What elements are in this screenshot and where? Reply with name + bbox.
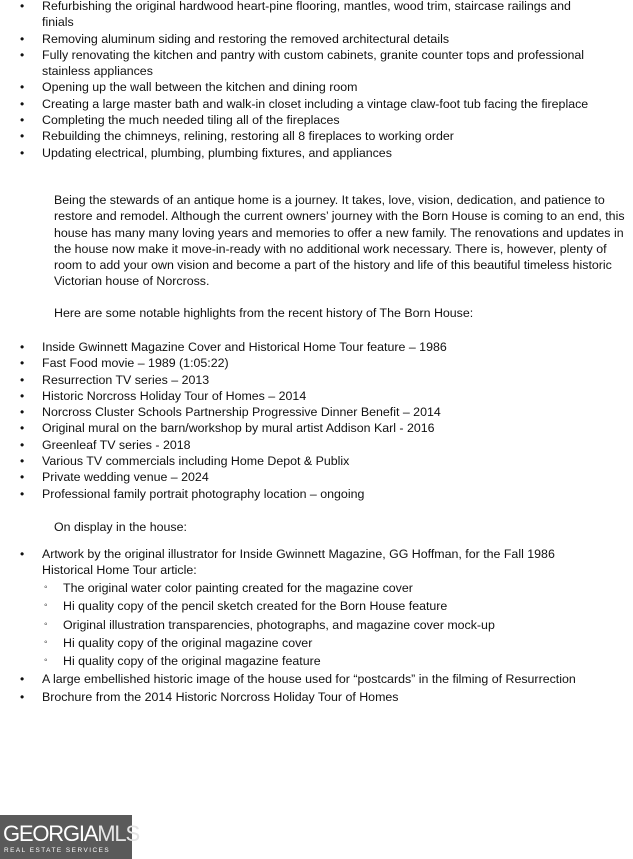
highlights-list — [0, 339, 590, 502]
list-item: • Professional family portrait photography location – ongoing — [0, 486, 590, 502]
list-item: • Norcross Cluster Schools Partnership Progressive Dinner Benefit – 2014 — [0, 404, 590, 420]
list-item: • Inside Gwinnett Magazine Cover and Historical Home Tour feature – 1986 — [0, 339, 590, 355]
logo-brand-bold: GEORGIA — [3, 821, 98, 846]
list-item: • Refurbishing the original hardwood heart-pine flooring, mantles, wood trim, staircase railings and finials — [0, 0, 590, 31]
list-item: • Private wedding venue – 2024 — [0, 469, 590, 485]
list-item: • Rebuilding the chimneys, relining, restoring all 8 fireplaces to working order — [0, 128, 590, 144]
sub-list-item: ◦ Hi quality copy of the original magazine cover — [0, 635, 603, 651]
list-item: • Resurrection TV series – 2013 — [0, 372, 590, 388]
list-item: • Historic Norcross Holiday Tour of Homes – 2014 — [0, 388, 590, 404]
list-item: • Completing the much needed tiling all of the fireplaces — [0, 112, 590, 128]
list-item: • Brochure from the 2014 Historic Norcross Holiday Tour of Homes — [0, 689, 590, 705]
renovations-list — [0, 0, 590, 161]
list-item — [0, 546, 590, 669]
list-item: • Fast Food movie – 1989 (1:05:22) — [0, 355, 590, 371]
list-item: • Greenleaf TV series - 2018 — [0, 437, 590, 453]
artwork-text: Artwork by the original illustrator for Inside Gwinnett Magazine, GG Hoffman, for the Fall 1986 Historical Home Tour article: — [42, 547, 555, 578]
sub-list-item: ◦ Original illustration transparencies, photographs, and magazine cover mock-up — [0, 617, 603, 633]
logo-tagline: REAL ESTATE SERVICES — [4, 847, 111, 854]
highlights-intro: Here are some notable highlights from the recent history of The Born House: — [54, 306, 474, 320]
sub-list-item: ◦ Hi quality copy of the original magazine feature — [0, 653, 603, 669]
logo-brand-thin: MLS — [97, 821, 139, 846]
display-intro: On display in the house: — [54, 520, 187, 534]
georgia-mls-logo — [0, 815, 139, 859]
display-list — [0, 546, 633, 705]
list-item: • Original mural on the barn/workshop by mural artist Addison Karl - 2016 — [0, 420, 590, 436]
list-item: • Creating a large master bath and walk-in closet including a vintage claw-foot tub facing the fireplace — [0, 96, 590, 112]
list-item: • A large embellished historic image of the house used for “postcards” in the filming of Resurrection — [0, 671, 633, 687]
list-item: • Updating electrical, plumbing, plumbing fixtures, and appliances — [0, 145, 590, 161]
list-item: • Removing aluminum siding and restoring the removed architectural details — [0, 31, 590, 47]
artwork-sublist — [42, 580, 590, 669]
sub-list-item: ◦ The original water color painting created for the magazine cover — [0, 580, 603, 596]
list-item: • Various TV commercials including Home Depot & Publix — [0, 453, 590, 469]
list-item: • Fully renovating the kitchen and pantry with custom cabinets, granite counter tops and professional stainless appliances — [0, 47, 590, 80]
sub-list-item: ◦ Hi quality copy of the pencil sketch created for the Born House feature — [0, 598, 603, 614]
stewards-paragraph: Being the stewards of an antique home is a journey. It takes, love, vision, dedication, and patience to restore and remodel. Although the current owners’ journey with the Born House is coming to an end, this house has many many loving years and memories to offer a new family. The renovations and updates in the house now make it move-in-ready with no additional work necessary. There is, however, plenty of room to add your own vision and become a part of the history and life of this beautiful timeless historic Victorian house of Norcross. — [54, 193, 625, 289]
logo-wordmark — [3, 821, 139, 847]
list-item: • Opening up the wall between the kitchen and dining room — [0, 79, 590, 95]
